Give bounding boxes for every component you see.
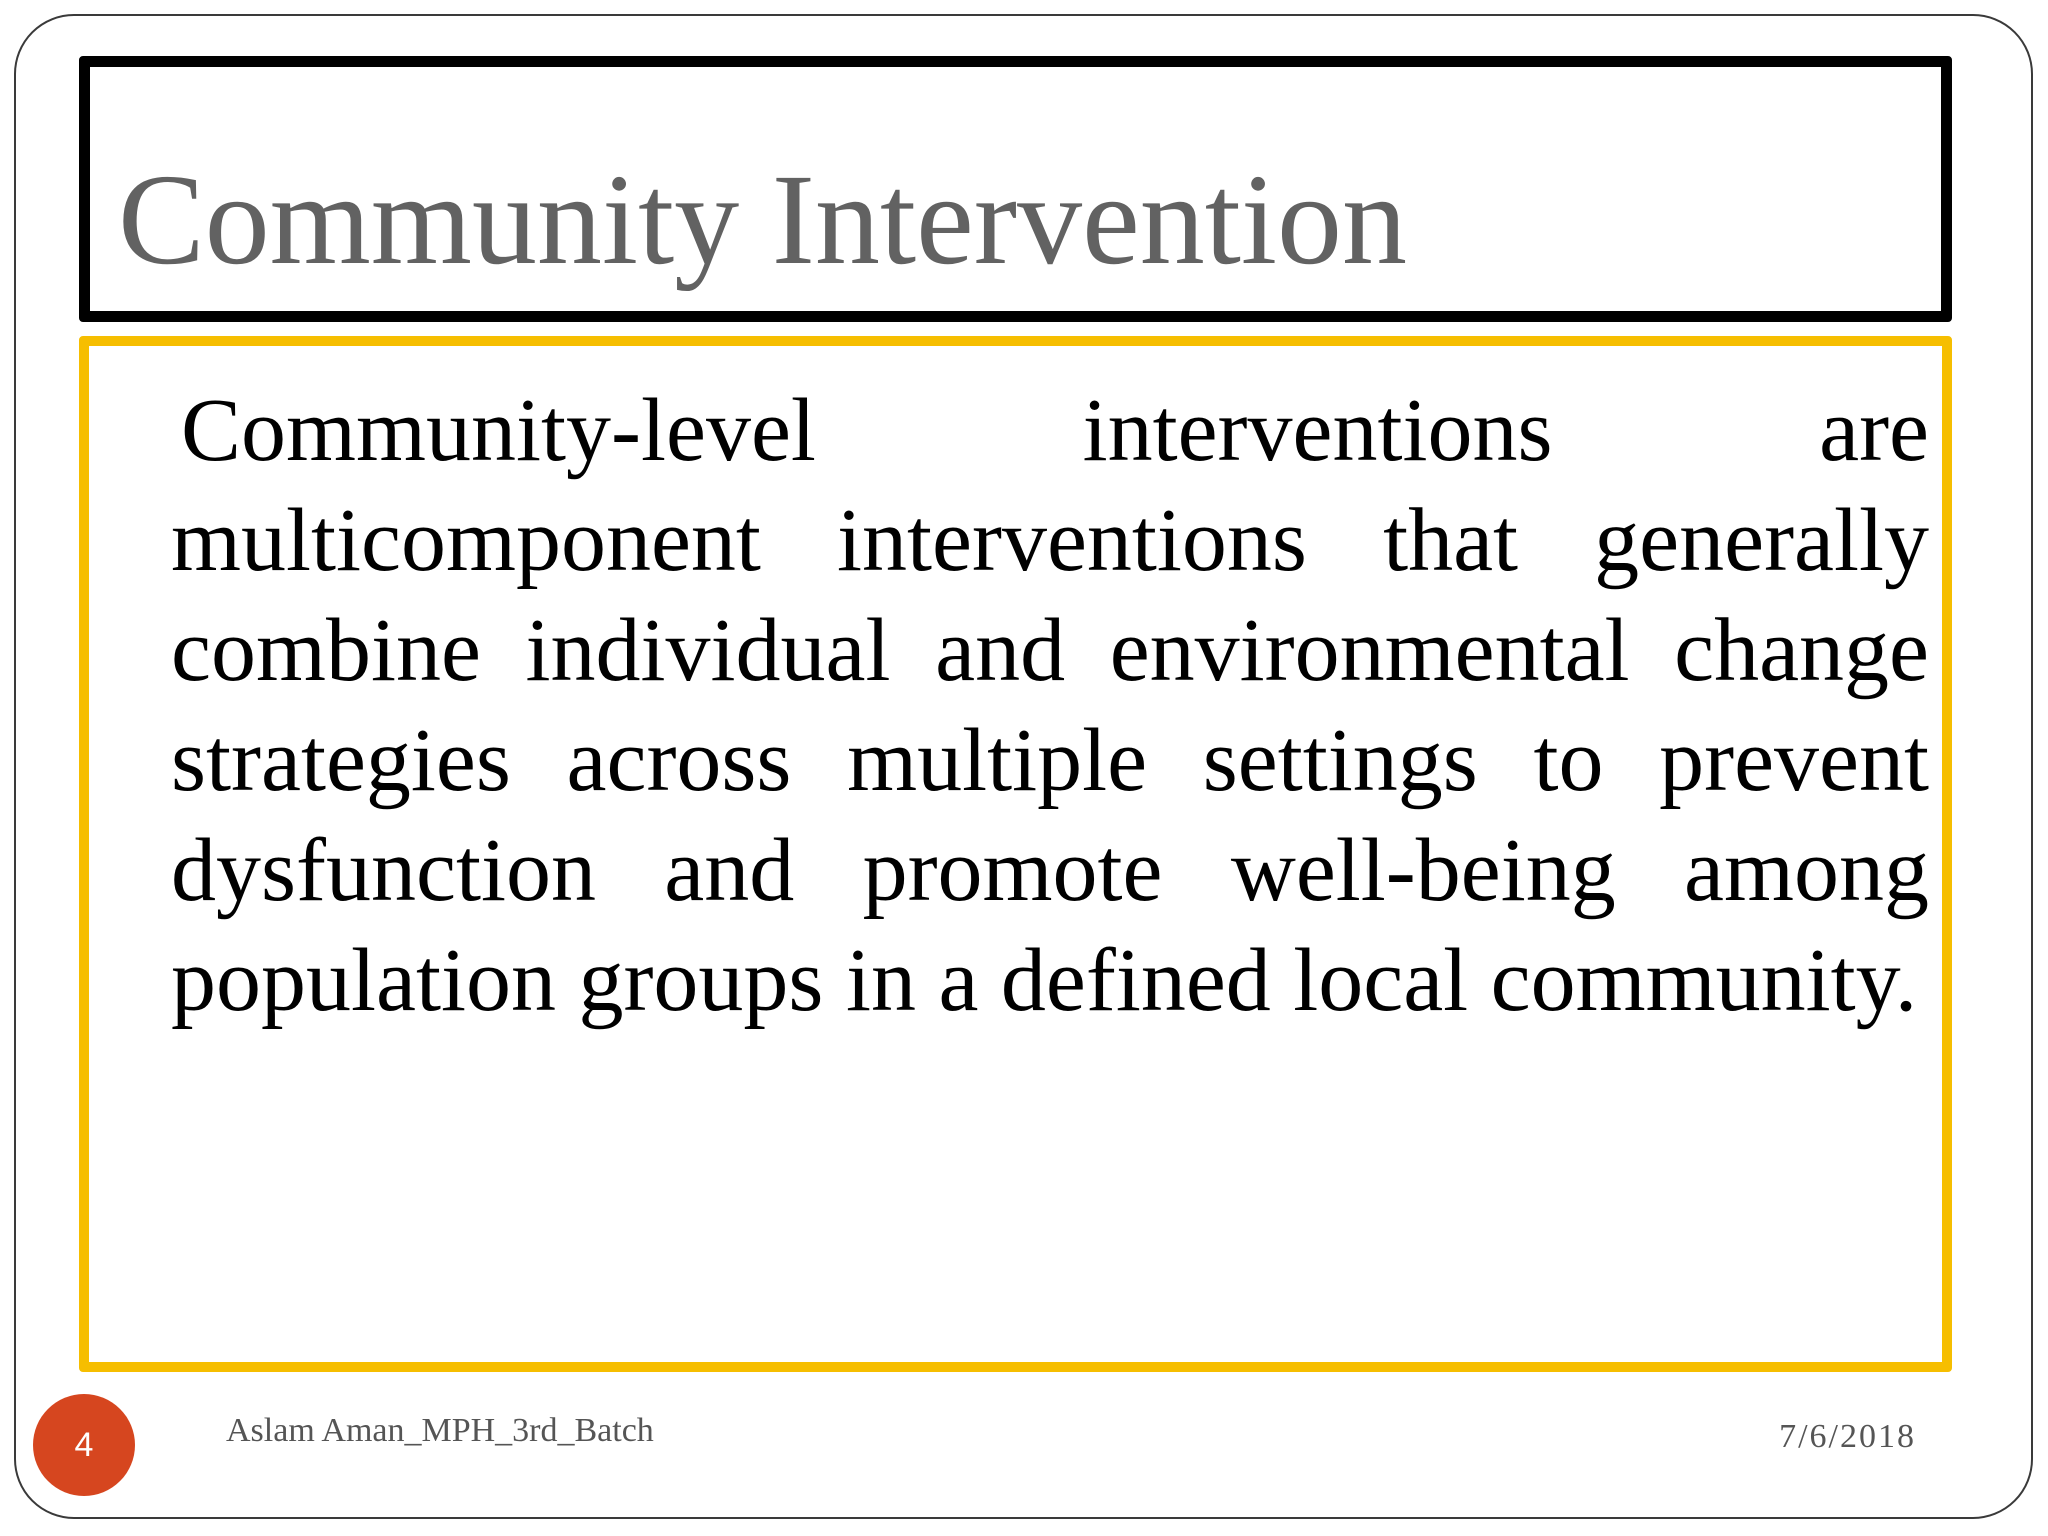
body-paragraph: Community-level interventions are multicomponent interventions that generally combine individual and environmental change strategies across multiple settings to prevent dysfunction and promote well-being among population groups in a defined local community. bbox=[171, 381, 1929, 1030]
page-number-badge: 4 bbox=[33, 1394, 135, 1496]
footer-author: Aslam Aman_MPH_3rd_Batch bbox=[226, 1412, 654, 1449]
content-box bbox=[79, 336, 1952, 1372]
title-box bbox=[79, 56, 1952, 322]
footer-date: 7/6/2018 bbox=[1779, 1418, 1916, 1455]
slide-title: Community Intervention bbox=[118, 148, 1408, 292]
